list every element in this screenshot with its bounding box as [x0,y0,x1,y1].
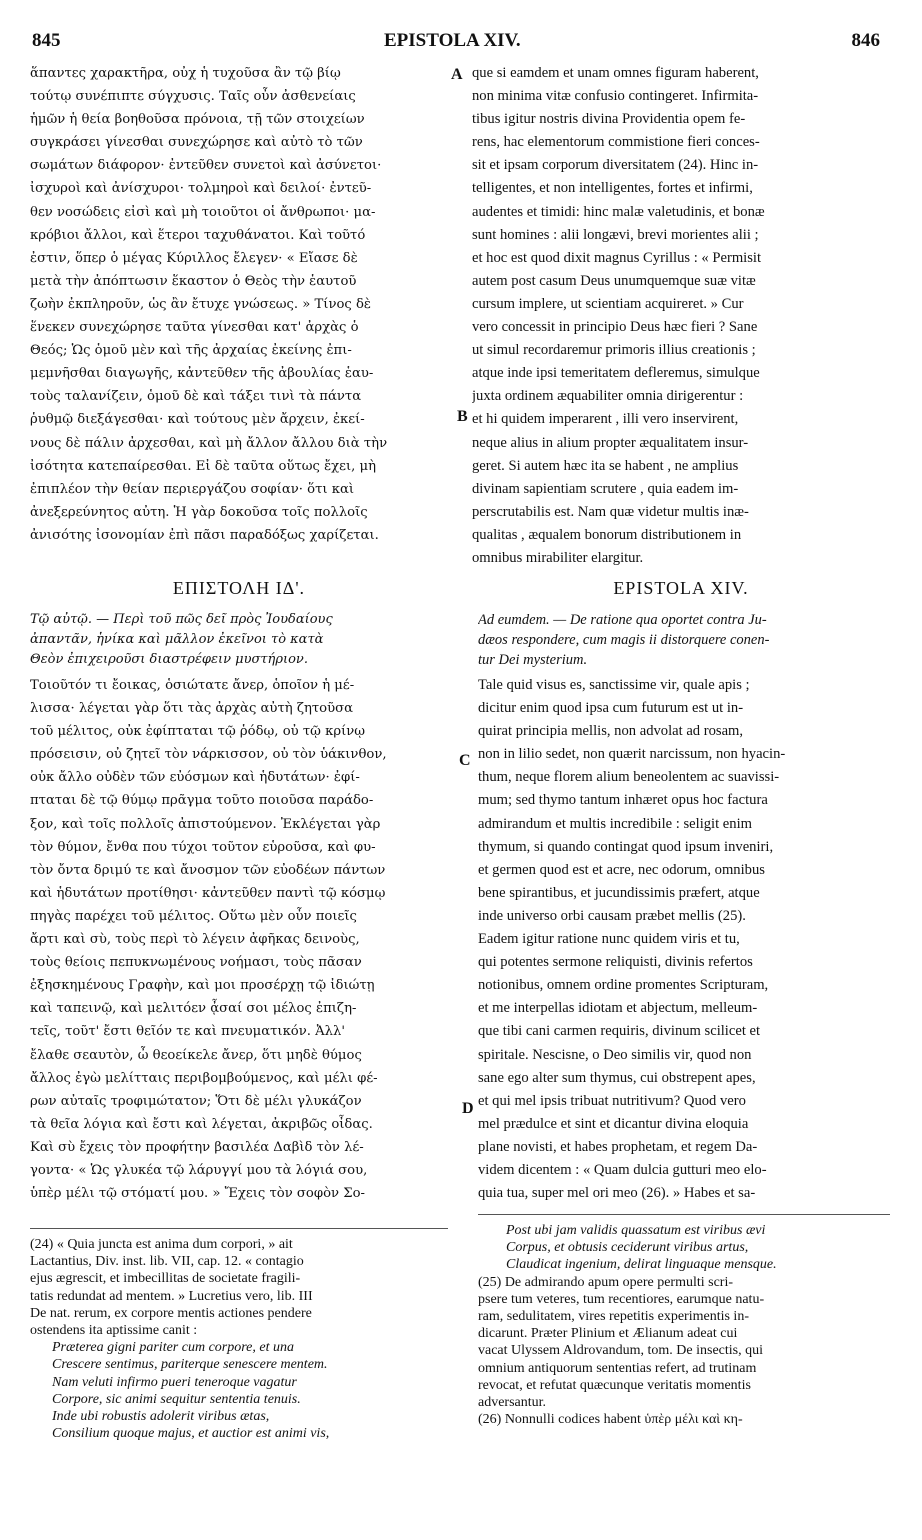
greek-subheading-line: ἀπαντᾶν, ἡνίκα καὶ μᾶλλον ἐκεῖνοι τὸ κατὰ [30,632,324,647]
latin-text-line: cursum implere, ut scientiam acquireret. » Cur [472,295,744,312]
latin-column-body [478,674,890,1214]
greek-text-line: ἡμῶν ἡ θεία βοηθοῦσα πρόνοια, τῇ τῶν στοιχείων [30,112,365,128]
greek-text-line: ἐπιπλέον τὴν θείαν περιεργάζου σοφίαν· ὅτι καὶ [30,481,355,497]
greek-text-line: ἐστιν, ὅπερ ὁ μέγας Κύριλλος ἔλεγεν· « Εἴασε δὲ [30,250,358,266]
greek-text-line: ρων αὐταῖς τροφιμώτατον; Ὅτι δὲ μέλι γλυκάζον [30,1093,362,1109]
margin-marker-c: C [459,752,471,769]
latin-subheading-line: dæos respondere, cum magis ii distorquere conen- [478,632,770,648]
latin-text-line: thymum, si quando contingat quod ipsum inveniri, [478,838,774,855]
latin-text-line: divinam sapientiam scrutere , quia eadem im- [472,480,739,497]
greek-text-line: τὸν ὄντα δριμύ τε καὶ ἄνοσμον τῶν εὐοδέων πάντων [30,862,386,878]
greek-text-line: ξον, καὶ τοῖς πολλοῖς ἀπιστούμενον. Ἐκλέγεται γὰρ [30,816,381,832]
greek-text-line: κρόβιοι ἄλλοι, καὶ ἕτεροι ταχυθάνατοι. Καὶ τοῦτό [30,227,366,243]
latin-text-line: thum, neque florem alium beneolentem ac suavissi- [478,769,780,786]
page-number-left: 845 [32,30,61,51]
latin-text-line: notionibus, omnem ordine promentes Scripturam, [478,977,769,994]
latin-epistle-heading: EPISTOLA XIV. [613,578,749,598]
latin-text-line: mel prædulce et sint et dicantur divina eloquia [478,1115,749,1132]
footnote-divider-left [30,1228,448,1229]
greek-subheading-line: Θεὸν ἐπιχειροῦσι διαστρέφειν μυστήριον. [30,652,308,667]
latin-text-line: neque alius in alium propter æqualitatem insur- [472,434,749,451]
greek-text-line: ἰσότητα κατεπαίρεσθαι. Εἰ δὲ ταῦτα οὕτως ἔχει, μὴ [30,458,377,474]
footnote-verse-line: Post ubi jam validis quassatum est viribus ævi [506,1223,766,1238]
footnote-verse-line: Præterea gigni pariter cum corpore, et una [52,1340,294,1356]
footnote-line: ram, sedulitatem, vires repetitis experimentis in- [478,1308,749,1324]
footnote-line: revocat, et refutat quæcunque veritatis momentis [478,1377,751,1393]
latin-text-line: quia tua, super mel ori meo (26). » Habes et sa- [478,1185,756,1202]
latin-text-line: dicitur enim quod ipsa cum futurum est ut in- [478,700,744,717]
footnote-line: psere tum veteres, tum recentiores, earumque natu- [478,1291,765,1307]
greek-text-line: ἀνισότης ἰσονομίαν ἐπὶ πᾶσι παραδόξως χαρίζεται. [30,527,379,543]
greek-subheading [30,610,448,670]
margin-marker-d: D [462,1100,474,1117]
greek-subheading-line: Τῷ αὐτῷ. — Περὶ τοῦ πῶς δεῖ πρὸς Ἰουδαίους [30,612,333,627]
footnote-line: (24) « Quia juncta est anima dum corpori, » ait [30,1237,293,1252]
latin-text-line: sane ego alter sum thymus, cui obstrepent apes, [478,1069,756,1086]
latin-text-line: rens, hac elementorum commistione fieri conces- [472,134,760,151]
greek-text-line: Θεός; Ὡς ὁμοῦ μὲν καὶ τῆς ἀρχαίας ἐκείνης ἐπι- [30,343,352,359]
greek-text-line: τὸν θύμον, ἔνθα που τύχοι τοῦτον εὑροῦσα, καὶ φυ- [30,839,376,855]
latin-text-line: Eadem igitur ratione nunc quidem viris et tu, [478,931,740,948]
latin-text-line: qualitas , æqualem bonorum distributionem in [472,526,742,543]
latin-text-line: et germen quod est et acre, nec odorum, omnibus [478,861,765,878]
footnote-line: tatis redundat ad mentem. » Lucretius vero, lib. III [30,1288,313,1304]
latin-text-line: que tibi cani carmen requiris, divinum scilicet et [478,1023,761,1040]
footnote-line: De nat. rerum, ex corpore mentis actiones pendere [30,1305,312,1321]
footnote-verse-line: Consilium quoque majus, et auctior est animi vis, [52,1426,330,1442]
greek-text-line: ἅπαντες χαρακτῆρα, οὐχ ἡ τυχοῦσα ἂν τῷ βίῳ [30,66,341,81]
greek-text-line: τεῖς, τοῦτ' ἔστι θεῖόν τε καὶ πνευματικόν. Ἀλλ' [30,1024,346,1040]
latin-text-line: qui potentes sermone reliquisti, divinis refertos [478,954,753,971]
latin-subheading [478,610,890,670]
footnotes-left [30,1236,448,1442]
footnote-line: ostendens ita aptissime canit : [30,1322,198,1338]
latin-text-line: non in lilio sedet, non quærit narcissum, non hyacin- [478,746,786,763]
footnote-verse-line: Corpus, et obtusis ceciderunt viribus artus, [506,1240,749,1256]
latin-text-line: et me interpellas idiotam et abjectum, melleum- [478,1000,758,1017]
latin-text-line: plane novisti, et habes prophetam, et regem Da- [478,1138,758,1155]
footnotes-right [478,1222,890,1428]
footnote-line: vacat Ulyssem Aldrovandum, tom. De insectis, qui [478,1343,764,1359]
footnote-line: dicarunt. Præter Plinium et Ælianum adeat cui [478,1326,738,1342]
greek-column-top [30,62,448,547]
latin-text-line: Tale quid visus es, sanctissime vir, quale apis ; [478,677,750,693]
latin-text-line: perscrutabilis est. Nam quæ videtur multis inæ- [472,503,749,520]
greek-text-line: συγκράσει γίνεσθαι συνεχώρησε καὶ αὐτὸ τὸ τῶν [30,135,363,151]
greek-text-line: νους δὲ πάλιν ἀρχεσθαι, καὶ μὴ ἄλλον ἄλλου διὰ τὴν [30,435,388,451]
footnote-verse-line: Crescere sentimus, pariterque senescere mentem. [52,1357,328,1373]
greek-text-line: τούτῳ συνέπιπτε σύγχυσις. Ταῖς οὖν ἀσθενείαις [30,89,356,105]
latin-text-line: atque inde ipsi temeritatem defleremus, simulque [472,365,760,382]
greek-epistle-heading: ΕΠΙΣΤΟΛΗ ΙΔ'. [172,578,306,598]
greek-text-line: τοῦ μέλιτος, οὐκ ἐφίπταται τῷ ῥόδῳ, οὐ τῷ κρίνῳ [30,724,366,740]
latin-text-line: et hoc est quod dixit magnus Cyrillus : « Permisit [472,249,762,266]
footnote-line: Lactantius, Div. inst. lib. VII, cap. 12. « contagio [30,1254,304,1270]
greek-text-line: ἀνεξερεύνητος αὐτη. Ἡ γὰρ δοκοῦσα τοῖς πολλοῖς [30,504,368,520]
greek-text-line: τοὺς θείοις πεπυκνωμένους νοήμασι, τοὺς πᾶσαν [30,955,362,971]
latin-text-line: admirandum et multis incredibile : seligit enim [478,815,752,832]
latin-text-line: que si eamdem et unam omnes figuram haberent, [472,65,759,81]
latin-text-line: vero concessit in principio Deus hæc fieri ? Sane [472,319,758,336]
latin-text-line: autem post casum Deus unumquemque suæ vitæ [472,272,756,289]
latin-subheading-line: Ad eumdem. — De ratione qua oportet contra Ju- [478,612,767,628]
latin-text-line: non minima vitæ confusio contingeret. Infirmita- [472,88,759,105]
latin-text-line: telligentes, et non intelligentes, fortes et infirmi, [472,180,753,197]
latin-text-line: mum; sed thymo tantum inhæret opus hoc factura [478,792,768,809]
greek-text-line: πταται δὲ τῷ θύμῳ πρᾶγμα τοῦτο ποιοῦσα παράδο- [30,793,374,809]
footnote-verse-line: Corpore, sic animi sequitur sententia tenuis. [52,1391,301,1407]
latin-text-line: et qui mel ipsis tribuat nutritivum? Quod vero [478,1092,746,1109]
latin-text-line: ut simul recordaremur primoris illius creationis ; [472,342,756,359]
greek-column-body [30,674,448,1214]
footnote-divider-right [478,1214,890,1215]
latin-text-line: geret. Si autem hæc ita se habent , ne amplius [472,457,739,474]
greek-text-line: Καὶ σὺ ἔχεις τὸν προφήτην βασιλέα Δαβὶδ τὸν λέ- [30,1139,364,1155]
footnote-line: adversantur. [478,1394,547,1410]
running-title: EPISTOLA XIV. [384,30,521,51]
greek-text-line: ἕνεκεν συνεχώρησε ταῦτα γίνεσθαι κατ' ἀρχὰς ὁ [30,320,359,336]
greek-text-line: μετὰ τὴν ἀπόπτωσιν ἕκαστον ὁ Θεὸς τὴν ἑαυτοῦ [30,273,357,289]
greek-text-line: τὰ θεῖα λόγια καὶ ἔστι καὶ λέγεται, ἀκριβῶς οἶδας. [30,1116,373,1132]
footnote-verse-line: Nam veluti infirmo pueri teneroque vagatur [52,1374,297,1390]
latin-text-line: inde universo orbi causam præbet mellis (25). [478,907,746,924]
latin-text-line: videm dicentem : « Quam dulcia gutturi meo elo- [478,1161,767,1178]
footnote-line: omnium antiquorum sententias refert, ad trutinam [478,1360,757,1376]
footnote-line: (26) Nonnulli codices habent ὑπὲρ μέλι καὶ κη- [478,1412,743,1428]
greek-text-line: ὑπὲρ μέλι τῷ στόματί μου. » Ἔχεις τὸν σοφὸν Σο- [30,1186,365,1202]
footnote-line: ejus ægrescit, et imbecillitas de societate fragili- [30,1271,301,1287]
running-head [30,30,892,60]
greek-text-line: ἄρτι καὶ σὺ, τοὺς περὶ τὸ λέγειν ἀφῆκας δεινοὺς, [30,932,360,948]
greek-text-line: οὐκ ἄλλο οὐδὲν τῶν εὐόσμων καὶ ἡδυτάτων· ἐφί- [30,770,360,786]
latin-text-line: spiritale. Nescisne, o Deo similis vir, quod non [478,1046,752,1063]
latin-text-line: et hi quidem imperarent , illi vero inservirent, [472,411,739,428]
footnote-verse-line: Inde ubi robustis adolerit viribus ætas, [52,1408,270,1424]
footnote-line: (25) De admirando apum opere permulti scri- [478,1274,734,1290]
page-number-right: 846 [851,30,880,51]
latin-text-line: sit et ipsam corporum diversitatem (24). Hinc in- [472,157,759,174]
greek-text-line: σωμάτων διάφορον· ἐντεῦθεν συνετοὶ καὶ ἀσύνετοι· [30,158,382,174]
latin-text-line: quirat principia mellis, non advolat ad rosam, [478,723,744,740]
greek-text-line: πρόσεισιν, οὐ ζητεῖ τὸν νάρκισσον, οὐ τὸν ὑάκινθον, [30,747,387,763]
greek-text-line: τοὺς ταλανίζειν, ὁμοῦ δὲ καὶ τάξει τινὶ τὰ πάντα [30,389,362,405]
greek-text-line: καὶ ἡδυτάτων προτίθησι· κἀντεῦθεν παντὶ τῷ κόσμῳ [30,885,386,901]
greek-text-line: ἰσχυροὶ καὶ ἀνίσχυροι· τολμηροὶ καὶ δειλοί· ἐντεῦ- [30,181,372,197]
greek-text-line: θεν νοσώδεις εἰσὶ καὶ μὴ τοιοῦτοι οἱ ἄνθρωποι· μα- [30,204,376,220]
greek-text-line: πηγὰς παρέχει τοῦ μέλιτος. Οὕτω μὲν οὖν ποιεῖς [30,908,357,924]
greek-text-line: μεμνῆσθαι διαγωγῆς, κἀντεῦθεν τῆς ἀβουλίας ἑαυ- [30,366,374,382]
latin-column-top [472,62,890,570]
latin-text-line: omnibus mirabiliter elargitur. [472,549,644,566]
latin-text-line: tibus igitur nostris divina Providentia opem fe- [472,111,746,128]
greek-text-line: ζωὴν ἐκπληροῦν, ὡς ἂν ἔτυχε γνώσεως. » Τίνος δὲ [30,296,372,312]
footnote-verse-line: Claudicat ingenium, delirat linguaque mensque. [506,1257,777,1273]
margin-marker-a: A [451,66,463,83]
latin-text-line: sunt homines : alii longævi, brevi morientes alii ; [472,226,759,243]
greek-text-line: ῥυθμῷ διεξάγεσθαι· καὶ τούτους μὲν ἄρχειν, ἐκεί- [30,412,365,428]
greek-text-line: Τοιοῦτόν τι ἔοικας, ὁσιώτατε ἄνερ, ὁποῖον ἡ μέ- [30,678,355,693]
greek-text-line: καὶ ταπεινῷ, καὶ μελιτόεν ᾆσαί σοι μέλος ἐπιζη- [30,1001,357,1017]
greek-text-line: λισσα· λέγεται γὰρ ὅτι τὰς ἀρχὰς αὐτὴ ζητοῦσα [30,701,354,717]
latin-subheading-line: tur Dei mysterium. [478,652,588,668]
latin-text-line: bene spirantibus, et jucundissimis præfert, atque [478,884,760,901]
greek-text-line: ἐξησκημένους Γραφὴν, καὶ μοι προσέρχῃ τῷ ἰδιώτῃ [30,978,375,994]
latin-text-line: audentes et timidi: hinc malæ valetudinis, et bonæ [472,203,765,220]
greek-text-line: ἄλλος ἐγὼ μελίτταις περιβομβούμενος, καὶ μέλι φέ- [30,1070,378,1086]
greek-text-line: γοντα· « Ὡς γλυκέα τῷ λάρυγγί μου τὰ λόγιά σου, [30,1162,368,1178]
greek-text-line: ἔλαθε σεαυτὸν, ὦ θεοείκελε ἄνερ, ὅτι μηδὲ θύμος [30,1047,362,1063]
latin-text-line: juxta ordinem æquabiliter omnia dirigerentur : [472,388,744,405]
margin-marker-b: B [457,408,468,425]
